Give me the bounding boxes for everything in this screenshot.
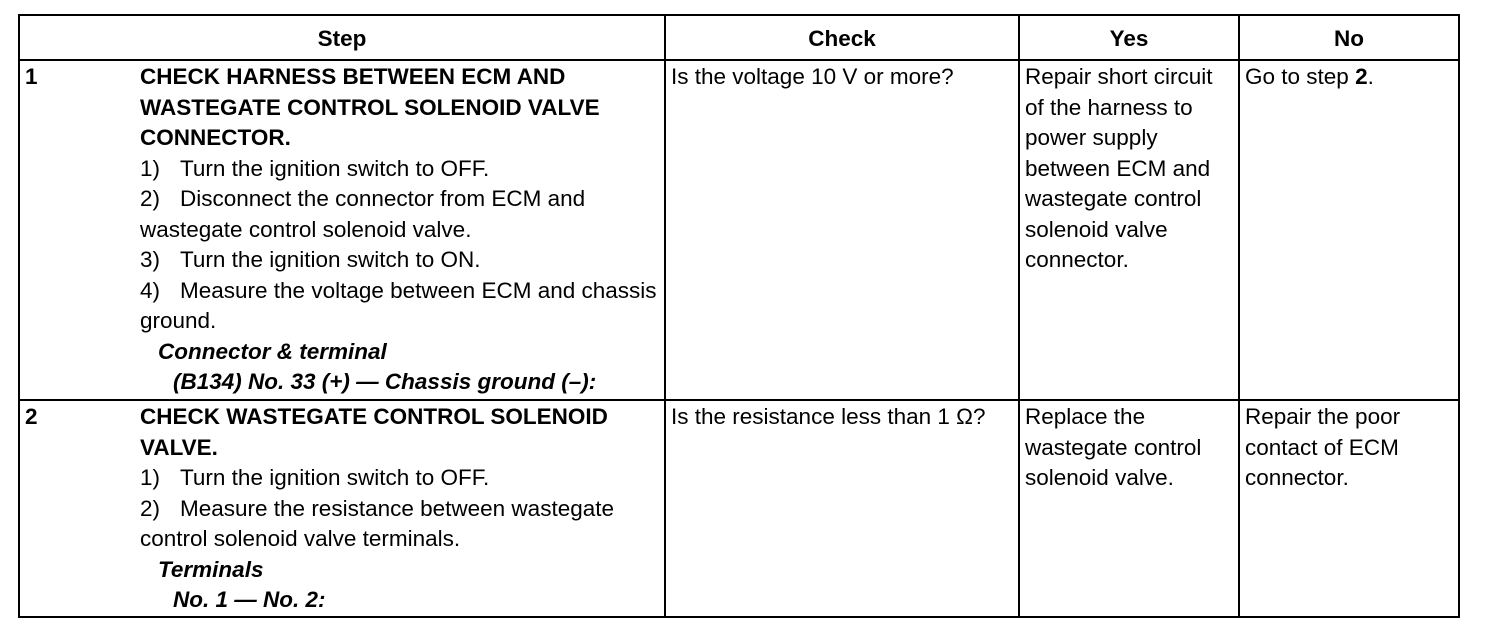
- no-text-suffix: .: [1367, 64, 1374, 89]
- header-step: Step: [19, 15, 665, 60]
- table-row: [19, 400, 1459, 617]
- spec-value: (B134) No. 33 (+) — Chassis ground (–):: [173, 369, 597, 394]
- yes-cell: Repair short circuit of the harness to power supply between ECM and wastegate control solenoid valve connector.: [1019, 60, 1239, 400]
- sub-step-text: Disconnect the connector from ECM and wastegate control solenoid valve.: [140, 186, 586, 242]
- sub-step-number: 2): [140, 186, 161, 211]
- step-number: 1: [25, 64, 38, 89]
- header-no: No: [1239, 15, 1459, 60]
- check-cell: Is the voltage 10 V or more?: [665, 60, 1019, 400]
- sub-step: [140, 184, 659, 245]
- diagnostic-table: [18, 14, 1460, 618]
- sub-step-text: Measure the resistance between wastegate control solenoid valve terminals.: [140, 495, 615, 551]
- sub-step: [140, 245, 659, 276]
- sub-step-number: 1): [140, 465, 161, 490]
- header-yes: Yes: [1019, 15, 1239, 60]
- sub-step: [140, 494, 659, 555]
- spec-label: Terminals: [158, 556, 264, 582]
- sub-step-text: Turn the ignition switch to OFF.: [180, 155, 490, 181]
- sub-step: [140, 463, 659, 494]
- no-cell: [1239, 60, 1459, 400]
- check-cell: Is the resistance less than 1 Ω?: [665, 400, 1019, 617]
- step-title: CHECK HARNESS BETWEEN ECM AND WASTEGATE CONTROL SOLENOID VALVE CONNECTOR.: [140, 64, 600, 150]
- header-row: [19, 15, 1459, 60]
- yes-cell: Replace the wastegate control solenoid valve.: [1019, 400, 1239, 617]
- step-cell: [19, 60, 665, 400]
- sub-step-text: Measure the voltage between ECM and chassis ground.: [140, 277, 657, 333]
- sub-step-text: Turn the ignition switch to ON.: [180, 247, 481, 272]
- sub-step-number: 3): [140, 247, 161, 272]
- sub-step-number: 2): [140, 495, 161, 521]
- spec-label: Connector & terminal: [158, 338, 387, 364]
- header-check: Check: [665, 15, 1019, 60]
- spec-value: No. 1 — No. 2:: [173, 587, 326, 612]
- no-cell: Repair the poor contact of ECM connector.: [1239, 400, 1459, 617]
- step-title: CHECK WASTEGATE CONTROL SOLENOID VALVE.: [140, 404, 608, 460]
- table-row: [19, 60, 1459, 400]
- sub-step-number: 4): [140, 277, 161, 303]
- sub-step: [140, 154, 659, 185]
- step-cell: [19, 400, 665, 617]
- no-text: Go to step: [1245, 64, 1356, 89]
- sub-step-number: 1): [140, 155, 161, 181]
- sub-step: [140, 276, 659, 337]
- step-number: 2: [25, 404, 38, 429]
- step-reference: 2: [1355, 64, 1368, 89]
- sub-step-text: Turn the ignition switch to OFF.: [180, 465, 490, 490]
